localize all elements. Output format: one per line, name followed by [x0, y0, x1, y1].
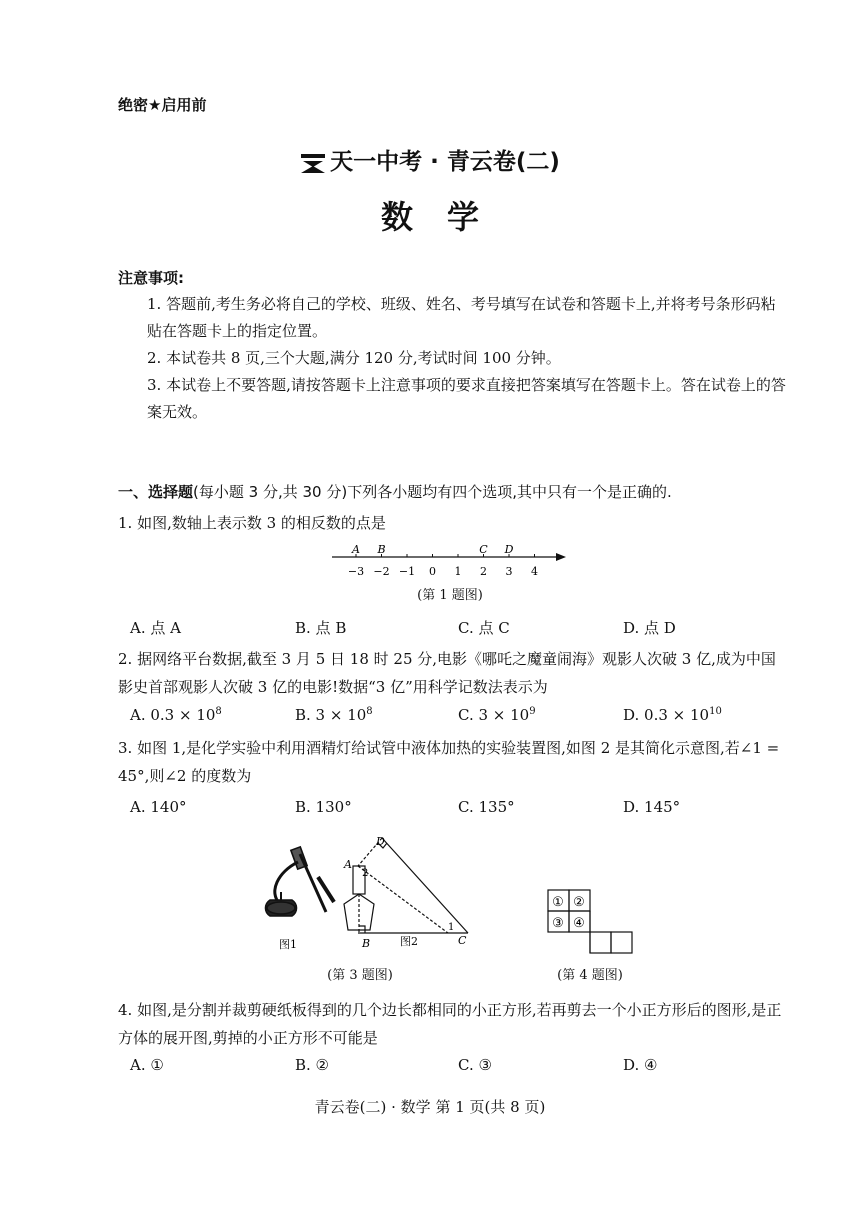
q2-option-b[interactable]: B. $3 \times 10^8$	[295, 706, 373, 724]
question-3-stem: 3. 如图 1,是化学实验中利用酒精灯给试管中液体加热的实验装置图,如图 2 是其简化示意图,若∠1 = 45°,则∠2 的度数为	[118, 739, 780, 785]
q4-option-b[interactable]: B. ②	[295, 1056, 330, 1074]
net-cell-1: ①	[552, 895, 564, 910]
notice-title: 注意事项:	[118, 269, 184, 287]
question-2-stem: 2. 据网络平台数据,截至 3 月 5 日 18 时 25 分,电影《哪吒之魔童闹海》观影人次破 3 亿,成为中国影史首部观影人次破 3 亿的电影!数据“3 亿”用科学记数法表示为	[118, 650, 776, 696]
q2-option-a[interactable]: A. $0.3 \times 10^8$	[130, 706, 222, 724]
exam-series-title	[0, 143, 860, 176]
figure-1-label: 图1	[279, 938, 297, 951]
question-1-caption: (第 1 题图)	[417, 588, 483, 603]
q4-option-d[interactable]: D. ④	[623, 1056, 658, 1074]
q2-option-c[interactable]: C. $3 \times 10^9$	[458, 706, 536, 724]
label-b: B	[362, 937, 371, 950]
section-rule: (每小题 3 分,共 30 分)下列各小题均有四个选项,其中只有一个是正确的.	[193, 483, 672, 501]
question-1-stem: 1. 如图,数轴上表示数 3 的相反数的点是	[118, 514, 386, 532]
angle-1-label: 1	[448, 922, 455, 933]
number-line-tick-label: 3	[505, 565, 513, 578]
label-a: A	[344, 858, 352, 871]
q4-option-a[interactable]: A. ①	[130, 1056, 164, 1074]
net-cell-2: ②	[573, 895, 585, 910]
question-3-options	[130, 798, 790, 816]
section-heading	[118, 481, 672, 502]
label-d: D	[376, 835, 385, 848]
label-c: C	[458, 934, 467, 947]
number-line-figure	[330, 540, 570, 582]
exam-series-text: 天一中考 · 青云卷(二)	[330, 149, 560, 175]
q3-option-d[interactable]: D. 145°	[623, 798, 681, 816]
number-line-tick-label: 1	[454, 565, 462, 578]
number-line-point-b: B	[377, 543, 386, 556]
q2-option-d[interactable]: D. $0.3 \times 10^{10}$	[623, 706, 722, 724]
q3-option-a[interactable]: A. 140°	[130, 798, 187, 816]
number-line-tick-label: 0	[429, 565, 436, 578]
q1-option-d[interactable]: D. 点 D	[623, 619, 676, 637]
number-line-point-a: A	[352, 543, 360, 556]
notice-item-3: 3. 本试卷上不要答题,请按答题卡上注意事项的要求直接把答案填写在答题卡上。答在试卷上的答案无效。	[147, 376, 786, 421]
lab-apparatus-figure	[258, 842, 340, 952]
number-line-point-d: D	[504, 543, 514, 556]
section-title: 一、选择题	[118, 483, 194, 501]
question-4-caption: (第 4 题图)	[557, 968, 623, 983]
subject-title: 数学	[380, 198, 513, 236]
number-line-tick-label: −1	[398, 565, 416, 578]
figure-2-label: 图2	[400, 935, 418, 948]
question-4-options	[130, 1056, 790, 1074]
notice-item-2: 2. 本试卷共 8 页,三个大题,满分 120 分,考试时间 100 分钟。	[147, 349, 561, 367]
q1-option-c[interactable]: C. 点 C	[458, 619, 510, 637]
angle-2-label: 2	[362, 868, 369, 879]
geometry-figure-2	[338, 830, 478, 952]
q1-option-a[interactable]: A. 点 A	[130, 619, 181, 637]
q3-option-c[interactable]: C. 135°	[458, 798, 515, 816]
number-line-tick-label: 2	[480, 565, 487, 578]
q3-option-b[interactable]: B. 130°	[295, 798, 352, 816]
confidential-label: 绝密★启用前	[118, 96, 207, 114]
number-line-tick-label: −3	[347, 565, 365, 578]
question-2-options	[130, 706, 790, 724]
publisher-logo-icon	[300, 152, 326, 174]
number-line-tick-label: 4	[531, 565, 538, 578]
net-cell-4: ④	[573, 916, 585, 931]
question-4-stem: 4. 如图,是分割并裁剪硬纸板得到的几个边长都相同的小正方形,若再剪去一个小正方形后的图形,是正方体的展开图,剪掉的小正方形不可能是	[118, 1001, 782, 1047]
cube-net-figure	[546, 888, 638, 956]
q4-option-c[interactable]: C. ③	[458, 1056, 492, 1074]
net-cell-3: ③	[552, 916, 564, 931]
question-3-caption: (第 3 题图)	[327, 968, 393, 983]
page-footer: 青云卷(二) · 数学 第 1 页(共 8 页)	[314, 1098, 546, 1116]
axis-arrow-icon	[556, 553, 566, 561]
notice-item-1: 1. 答题前,考生务必将自己的学校、班级、姓名、考号填写在试卷和答题卡上,并将考号条形码粘贴在答题卡上的指定位置。	[147, 295, 776, 340]
question-1-options	[130, 617, 790, 638]
number-line-tick-label: −2	[373, 565, 390, 578]
number-line-point-c: C	[479, 543, 488, 556]
q1-option-b[interactable]: B. 点 B	[295, 619, 347, 637]
